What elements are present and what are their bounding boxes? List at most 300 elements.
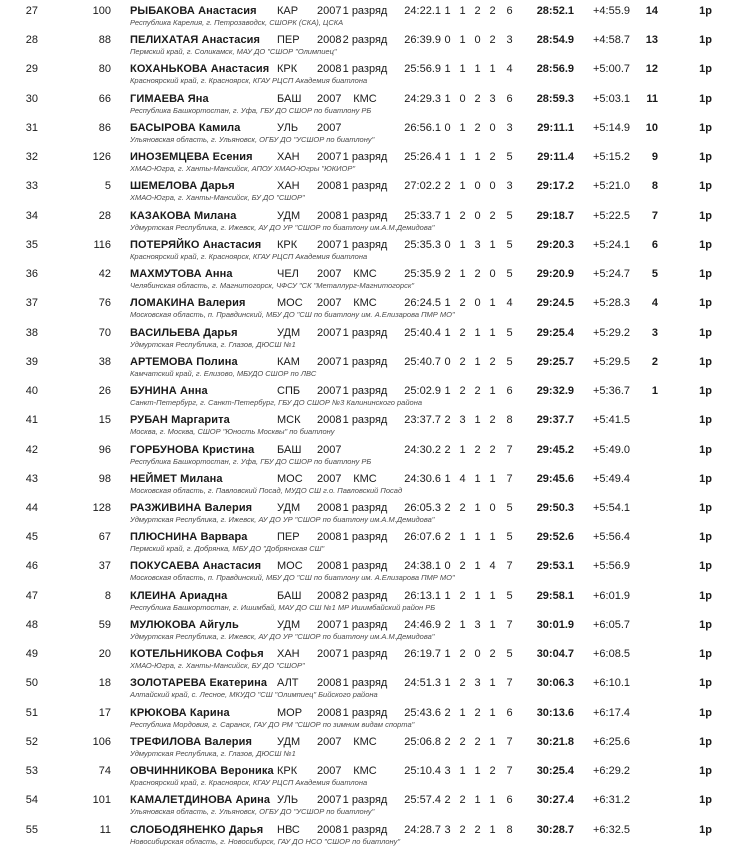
shooting-2-cell: 1	[459, 5, 466, 17]
shooting-2-cell: 1	[459, 238, 466, 251]
shooting-4-cell: 1	[489, 385, 496, 398]
shooting-4-cell: 1	[489, 618, 496, 631]
shooting-3-cell: 1	[474, 589, 481, 602]
shooting-1-cell: 1	[444, 63, 451, 76]
table-row	[0, 789, 750, 818]
club-line: Республика Башкортостан, г. Уфа, ГБУ ДО СШОР по биатлону РБ	[130, 105, 372, 115]
result-time-cell: 29:45.2	[536, 443, 574, 456]
shooting-1-cell: 1	[444, 209, 451, 222]
course-time-cell: 25:26.4	[404, 151, 441, 164]
region-cell: КАМ	[277, 355, 300, 368]
table-row	[0, 526, 750, 555]
gap-cell: +5:24.1	[592, 238, 630, 251]
misses-total-cell: 3	[506, 121, 513, 134]
gap-cell: +4:55.9	[592, 5, 630, 17]
shooting-4-cell: 1	[489, 531, 496, 544]
points-cell: 13	[645, 34, 658, 47]
gap-cell: +6:10.1	[592, 677, 630, 690]
result-time-cell: 30:13.6	[536, 706, 574, 719]
athlete-name: ТРЕФИЛОВА Валерия	[130, 735, 252, 748]
shooting-1-cell: 1	[444, 648, 451, 661]
region-cell: ХАН	[277, 648, 300, 661]
course-time-cell: 25:40.7	[404, 355, 441, 368]
shooting-4-cell: 2	[489, 355, 496, 368]
course-time-cell: 26:56.1	[404, 121, 441, 134]
table-row	[0, 468, 750, 497]
rank-cell: КМС	[353, 268, 377, 281]
place-cell: 50	[25, 677, 38, 690]
qualification-cell: 1р	[699, 823, 712, 836]
shooting-3-cell: 1	[474, 326, 481, 339]
shooting-3-cell: 1	[474, 151, 481, 164]
bib-cell: 80	[98, 63, 111, 76]
athlete-name: ВАСИЛЬЕВА Дарья	[130, 326, 238, 339]
qualification-cell: 1р	[699, 443, 712, 456]
birth-year-cell: 2007	[317, 355, 342, 368]
misses-total-cell: 5	[506, 501, 513, 514]
table-row	[0, 643, 750, 672]
rank-cell: 1 разряд	[342, 238, 388, 251]
shooting-3-cell: 3	[474, 618, 481, 631]
table-row	[0, 702, 750, 731]
place-cell: 39	[25, 355, 38, 368]
qualification-cell: 1р	[699, 531, 712, 544]
shooting-1-cell: 0	[444, 34, 451, 47]
birth-year-cell: 2008	[317, 180, 342, 193]
rank-cell: 1 разряд	[342, 706, 388, 719]
athlete-name: КОТЕЛЬНИКОВА Софья	[130, 648, 264, 661]
qualification-cell: 1р	[699, 648, 712, 661]
place-cell: 40	[25, 385, 38, 398]
birth-year-cell: 2007	[317, 121, 342, 134]
shooting-4-cell: 2	[489, 414, 496, 427]
misses-total-cell: 7	[506, 560, 513, 573]
shooting-1-cell: 1	[444, 385, 451, 398]
qualification-cell: 1р	[699, 180, 712, 193]
shooting-1-cell: 2	[444, 531, 451, 544]
gap-cell: +6:29.2	[592, 765, 630, 778]
region-cell: АЛТ	[277, 677, 299, 690]
misses-total-cell: 6	[506, 794, 513, 807]
shooting-3-cell: 0	[474, 209, 481, 222]
qualification-cell: 1р	[699, 5, 712, 17]
course-time-cell: 25:43.6	[404, 706, 441, 719]
qualification-cell: 1р	[699, 268, 712, 281]
qualification-cell: 1р	[699, 618, 712, 631]
bib-cell: 98	[98, 472, 111, 485]
misses-total-cell: 7	[506, 443, 513, 456]
shooting-3-cell: 2	[474, 268, 481, 281]
region-cell: МОС	[277, 472, 303, 485]
table-row	[0, 234, 750, 263]
region-cell: МОС	[277, 297, 303, 310]
gap-cell: +5:36.7	[592, 385, 630, 398]
shooting-1-cell: 3	[444, 823, 451, 836]
birth-year-cell: 2007	[317, 648, 342, 661]
place-cell: 52	[25, 735, 38, 748]
bib-cell: 67	[98, 531, 111, 544]
place-cell: 53	[25, 765, 38, 778]
bib-cell: 86	[98, 121, 111, 134]
result-time-cell: 29:37.7	[536, 414, 574, 427]
table-row	[0, 263, 750, 292]
rank-cell: 2 разряд	[342, 34, 388, 47]
table-row	[0, 29, 750, 58]
shooting-2-cell: 2	[459, 589, 466, 602]
qualification-cell: 1р	[699, 706, 712, 719]
shooting-2-cell: 2	[459, 501, 466, 514]
bib-cell: 128	[92, 501, 111, 514]
result-time-cell: 29:11.4	[537, 151, 574, 164]
misses-total-cell: 4	[506, 63, 513, 76]
place-cell: 47	[25, 589, 38, 602]
shooting-4-cell: 1	[489, 297, 496, 310]
club-line: Республика Башкортостан, г. Ишимбай, МАУ ДО СШ №1 МР Ишимбайский район РБ	[130, 602, 436, 612]
result-time-cell: 30:28.7	[536, 823, 574, 836]
athlete-name: ОВЧИННИКОВА Вероника	[130, 765, 274, 778]
bib-cell: 11	[99, 823, 111, 836]
misses-total-cell: 3	[506, 34, 513, 47]
points-cell: 14	[645, 5, 658, 17]
region-cell: УДМ	[277, 209, 301, 222]
gap-cell: +6:01.9	[592, 589, 630, 602]
shooting-3-cell: 2	[474, 385, 481, 398]
rank-cell: КМС	[353, 297, 377, 310]
result-time-cell: 29:32.9	[536, 385, 574, 398]
table-row	[0, 555, 750, 584]
gap-cell: +6:05.7	[592, 618, 630, 631]
shooting-2-cell: 1	[459, 443, 466, 456]
result-time-cell: 30:01.9	[536, 618, 574, 631]
course-time-cell: 26:39.9	[404, 34, 441, 47]
athlete-name: ПЛЮСНИНА Варвара	[130, 531, 248, 544]
shooting-3-cell: 1	[474, 765, 481, 778]
rank-cell: 1 разряд	[342, 501, 388, 514]
shooting-3-cell: 2	[474, 121, 481, 134]
result-time-cell: 30:21.8	[536, 735, 574, 748]
club-line: Московская область, п. Правдинский, МБУ ДО "СШ по биатлону им. А.Елизарова ПМР МО"	[130, 573, 455, 583]
club-line: Красноярский край, г. Красноярск, КГАУ РЦСП Академия биатлона	[130, 778, 368, 788]
table-row	[0, 409, 750, 438]
athlete-name: ГИМАЕВА Яна	[130, 92, 209, 105]
shooting-3-cell: 1	[474, 63, 481, 76]
result-time-cell: 28:59.3	[536, 92, 574, 105]
athlete-name: КАМАЛЕТДИНОВА Арина	[130, 794, 271, 807]
shooting-1-cell: 0	[444, 560, 451, 573]
region-cell: БАШ	[277, 92, 302, 105]
qualification-cell: 1р	[699, 765, 712, 778]
athlete-name: РАЗЖИВИНА Валерия	[130, 501, 253, 514]
region-cell: БАШ	[277, 589, 302, 602]
gap-cell: +5:29.2	[592, 326, 630, 339]
qualification-cell: 1р	[699, 63, 712, 76]
result-time-cell: 29:52.6	[536, 531, 574, 544]
course-time-cell: 25:10.4	[404, 765, 441, 778]
points-cell: 9	[651, 151, 658, 164]
shooting-1-cell: 0	[444, 121, 451, 134]
gap-cell: +4:58.7	[592, 34, 630, 47]
region-cell: ПЕР	[277, 531, 300, 544]
course-time-cell: 24:28.7	[404, 823, 441, 836]
shooting-3-cell: 2	[474, 92, 481, 105]
club-line: Пермский край, г. Соликамск, МАУ ДО "СШОР "Олимпиец"	[130, 47, 337, 57]
athlete-name: ЗОЛОТАРЕВА Екатерина	[130, 677, 268, 690]
place-cell: 38	[25, 326, 38, 339]
gap-cell: +5:56.9	[592, 560, 630, 573]
rank-cell: 2 разряд	[342, 589, 388, 602]
shooting-4-cell: 1	[489, 794, 496, 807]
place-cell: 35	[25, 238, 38, 251]
bib-cell: 101	[92, 794, 111, 807]
qualification-cell: 1р	[699, 472, 712, 485]
result-time-cell: 29:58.1	[536, 589, 574, 602]
club-line: Новосибирская область, г. Новосибирск, ГАУ ДО НСО "СШОР по биатлону"	[130, 836, 401, 846]
points-cell: 1	[651, 385, 658, 398]
club-line: Удмуртская Республика, г. Глазов, ДЮСШ №1	[130, 748, 296, 758]
bib-cell: 88	[98, 34, 111, 47]
shooting-4-cell: 1	[489, 238, 496, 251]
bib-cell: 70	[98, 326, 111, 339]
shooting-1-cell: 2	[444, 268, 451, 281]
club-line: Республика Башкортостан, г. Уфа, ГБУ ДО СШОР по биатлону РБ	[130, 456, 372, 466]
gap-cell: +5:14.9	[592, 121, 630, 134]
shooting-3-cell: 2	[474, 706, 481, 719]
shooting-4-cell: 0	[489, 501, 496, 514]
club-line: ХМАО-Югра, г. Ханты-Мансийск, АПОУ ХМАО-Югры "ЮКИОР"	[130, 164, 356, 174]
result-time-cell: 28:52.1	[536, 5, 574, 17]
qualification-cell: 1р	[699, 560, 712, 573]
bib-cell: 66	[98, 92, 111, 105]
region-cell: УДМ	[277, 618, 301, 631]
bib-cell: 26	[98, 385, 111, 398]
course-time-cell: 25:06.8	[404, 735, 441, 748]
bib-cell: 8	[104, 589, 111, 602]
shooting-2-cell: 2	[459, 326, 466, 339]
misses-total-cell: 5	[506, 589, 513, 602]
points-cell: 11	[646, 92, 658, 105]
rank-cell: 1 разряд	[342, 385, 388, 398]
gap-cell: +6:08.5	[592, 648, 630, 661]
result-time-cell: 29:20.3	[536, 238, 574, 251]
shooting-1-cell: 1	[444, 589, 451, 602]
result-time-cell: 29:20.9	[536, 268, 574, 281]
table-row	[0, 322, 750, 351]
birth-year-cell: 2007	[317, 268, 342, 281]
region-cell: УЛЬ	[277, 121, 299, 134]
rank-cell: 1 разряд	[342, 326, 388, 339]
course-time-cell: 26:19.7	[404, 648, 441, 661]
bib-cell: 37	[98, 560, 111, 573]
shooting-3-cell: 2	[474, 735, 481, 748]
region-cell: КАР	[277, 5, 299, 17]
shooting-2-cell: 3	[459, 414, 466, 427]
bib-cell: 76	[98, 297, 111, 310]
place-cell: 44	[25, 501, 38, 514]
table-row	[0, 672, 750, 701]
course-time-cell: 24:46.9	[404, 618, 441, 631]
shooting-1-cell: 2	[444, 501, 451, 514]
result-time-cell: 29:17.2	[536, 180, 574, 193]
shooting-3-cell: 3	[474, 677, 481, 690]
gap-cell: +6:31.2	[592, 794, 630, 807]
points-cell: 8	[651, 180, 658, 193]
misses-total-cell: 8	[506, 823, 513, 836]
athlete-name: КАЗАКОВА Милана	[130, 209, 237, 222]
athlete-name: БАСЫРОВА Камила	[130, 121, 241, 134]
region-cell: БАШ	[277, 443, 302, 456]
shooting-2-cell: 1	[459, 151, 466, 164]
qualification-cell: 1р	[699, 385, 712, 398]
result-time-cell: 29:50.3	[536, 501, 574, 514]
misses-total-cell: 5	[506, 209, 513, 222]
shooting-2-cell: 2	[459, 794, 466, 807]
athlete-name: МУЛЮКОВА Айгуль	[130, 618, 239, 631]
bib-cell: 15	[98, 414, 111, 427]
course-time-cell: 26:07.6	[404, 531, 441, 544]
birth-year-cell: 2008	[317, 531, 342, 544]
athlete-name: РУБАН Маргарита	[130, 414, 230, 427]
qualification-cell: 1р	[699, 151, 712, 164]
rank-cell: 1 разряд	[342, 63, 388, 76]
misses-total-cell: 6	[506, 92, 513, 105]
athlete-name: КЛЕИНА Ариадна	[130, 589, 228, 602]
course-time-cell: 25:35.3	[404, 238, 441, 251]
gap-cell: +5:41.5	[592, 414, 630, 427]
gap-cell: +5:49.4	[592, 472, 630, 485]
athlete-name: ПОТЕРЯЙКО Анастасия	[130, 238, 262, 251]
place-cell: 32	[25, 151, 38, 164]
course-time-cell: 25:35.9	[404, 268, 441, 281]
misses-total-cell: 7	[506, 618, 513, 631]
place-cell: 45	[25, 531, 38, 544]
misses-total-cell: 5	[506, 648, 513, 661]
birth-year-cell: 2008	[317, 823, 342, 836]
shooting-4-cell: 1	[489, 823, 496, 836]
shooting-1-cell: 2	[444, 735, 451, 748]
shooting-1-cell: 1	[444, 5, 451, 17]
club-line: Ульяновская область, г. Ульяновск, ОГБУ ДО "УСШОР по биатлону"	[130, 134, 375, 144]
shooting-4-cell: 0	[489, 121, 496, 134]
course-time-cell: 27:02.2	[404, 180, 441, 193]
birth-year-cell: 2008	[317, 589, 342, 602]
misses-total-cell: 8	[506, 414, 513, 427]
shooting-1-cell: 1	[444, 326, 451, 339]
table-row	[0, 497, 750, 526]
rank-cell: 1 разряд	[342, 209, 388, 222]
place-cell: 34	[25, 209, 38, 222]
shooting-2-cell: 1	[459, 531, 466, 544]
misses-total-cell: 7	[506, 472, 513, 485]
rank-cell: КМС	[353, 92, 377, 105]
course-time-cell: 24:29.3	[404, 92, 441, 105]
birth-year-cell: 2007	[317, 618, 342, 631]
course-time-cell: 25:02.9	[404, 385, 441, 398]
points-cell: 3	[651, 326, 658, 339]
shooting-2-cell: 2	[459, 209, 466, 222]
shooting-1-cell: 1	[444, 472, 451, 485]
bib-cell: 100	[92, 5, 111, 17]
bib-cell: 5	[104, 180, 111, 193]
birth-year-cell: 2007	[317, 443, 342, 456]
region-cell: ЧЕЛ	[277, 268, 299, 281]
misses-total-cell: 3	[506, 180, 513, 193]
qualification-cell: 1р	[699, 414, 712, 427]
gap-cell: +5:49.0	[592, 443, 630, 456]
rank-cell: 1 разряд	[342, 355, 388, 368]
athlete-name: АРТЕМОВА Полина	[130, 355, 238, 368]
table-row	[0, 175, 750, 204]
gap-cell: +5:21.0	[592, 180, 630, 193]
shooting-3-cell: 0	[474, 648, 481, 661]
shooting-4-cell: 1	[489, 326, 496, 339]
misses-total-cell: 6	[506, 706, 513, 719]
club-line: Удмуртская Республика, г. Ижевск, АУ ДО УР "СШОР по биатлону им.А.М.Демидова"	[130, 514, 435, 524]
athlete-name: ГОРБУНОВА Кристина	[130, 443, 255, 456]
shooting-2-cell: 1	[459, 34, 466, 47]
gap-cell: +5:00.7	[592, 63, 630, 76]
athlete-name: РЫБАКОВА Анастасия	[130, 5, 257, 17]
qualification-cell: 1р	[699, 326, 712, 339]
gap-cell: +5:54.1	[592, 501, 630, 514]
result-time-cell: 29:24.5	[536, 297, 574, 310]
points-cell: 4	[651, 297, 658, 310]
shooting-4-cell: 1	[489, 472, 496, 485]
table-row	[0, 380, 750, 409]
athlete-name: ЛОМАКИНА Валерия	[130, 297, 246, 310]
shooting-4-cell: 1	[489, 735, 496, 748]
birth-year-cell: 2007	[317, 297, 342, 310]
shooting-1-cell: 1	[444, 92, 451, 105]
athlete-name: МАХМУТОВА Анна	[130, 268, 233, 281]
shooting-2-cell: 2	[459, 677, 466, 690]
course-time-cell: 24:51.3	[404, 677, 441, 690]
region-cell: ПЕР	[277, 34, 300, 47]
table-row	[0, 614, 750, 643]
region-cell: МОС	[277, 560, 303, 573]
points-cell: 5	[651, 268, 658, 281]
region-cell: КРК	[277, 238, 298, 251]
club-line: Удмуртская Республика, г. Глазов, ДЮСШ №1	[130, 339, 296, 349]
place-cell: 55	[25, 823, 38, 836]
shooting-4-cell: 0	[489, 180, 496, 193]
misses-total-cell: 6	[506, 385, 513, 398]
rank-cell: 1 разряд	[342, 414, 388, 427]
region-cell: НВС	[277, 823, 300, 836]
rank-cell: 1 разряд	[342, 794, 388, 807]
shooting-1-cell: 2	[444, 414, 451, 427]
place-cell: 41	[25, 414, 38, 427]
club-line: Челябинская область, г. Магнитогорск, ЧФСУ "СК "Металлург-Магнитогорск"	[130, 281, 415, 291]
table-row	[0, 585, 750, 614]
rank-cell: 1 разряд	[342, 531, 388, 544]
table-row	[0, 731, 750, 760]
result-time-cell: 29:25.4	[536, 326, 574, 339]
result-time-cell: 28:56.9	[536, 63, 574, 76]
shooting-2-cell: 2	[459, 297, 466, 310]
rank-cell: КМС	[353, 472, 377, 485]
club-line: Республика Карелия, г. Петрозаводск, СШОРК (СКА), ЦСКА	[130, 18, 344, 27]
bib-cell: 59	[98, 618, 111, 631]
birth-year-cell: 2008	[317, 677, 342, 690]
shooting-4-cell: 0	[489, 268, 496, 281]
misses-total-cell: 7	[506, 735, 513, 748]
place-cell: 31	[25, 121, 38, 134]
misses-total-cell: 5	[506, 268, 513, 281]
qualification-cell: 1р	[699, 794, 712, 807]
table-row	[0, 292, 750, 321]
athlete-name: ИНОЗЕМЦЕВА Есения	[130, 151, 253, 164]
club-line: Красноярский край, г. Красноярск, КГАУ РЦСП Академия биатлона	[130, 251, 368, 261]
